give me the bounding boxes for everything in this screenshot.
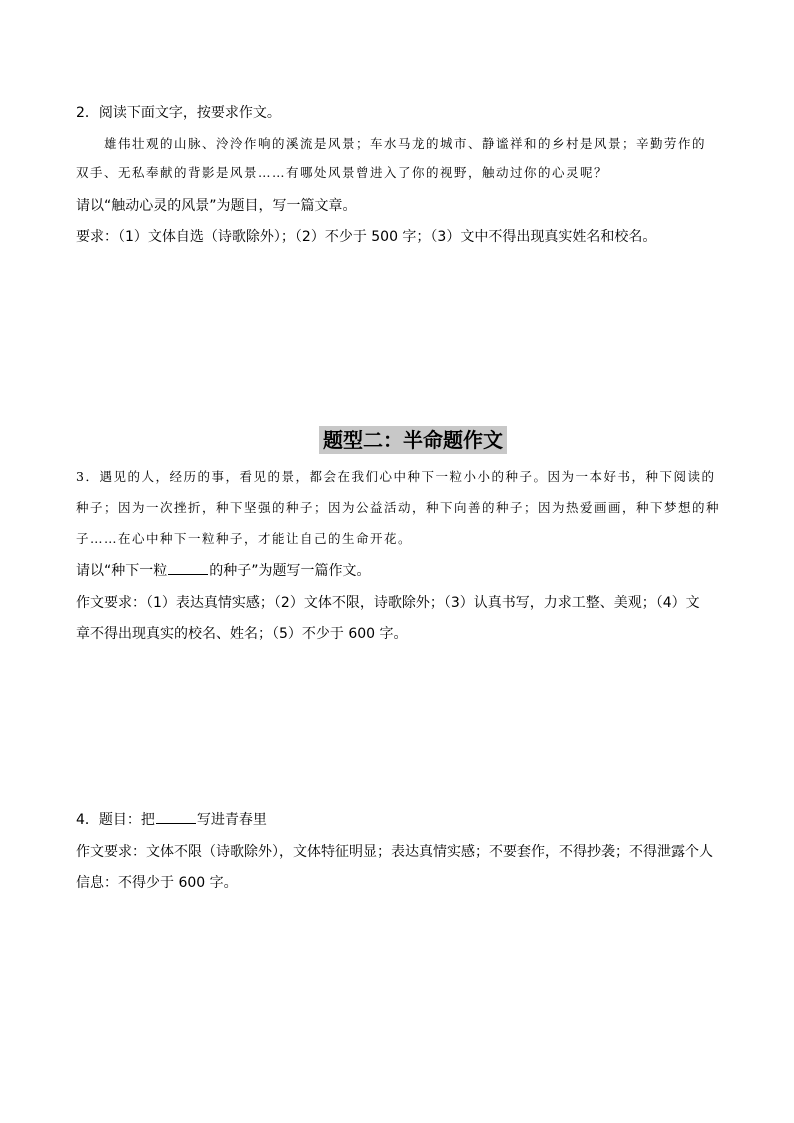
q3-prompt — [76, 562, 371, 580]
q3-passage-line-2: 种子；因为一次挫折，种下坚强的种子；因为公益活动，种下向善的种子；因为热爱画画，种下梦想的种 — [76, 500, 721, 515]
q4-requirements-line-1: 作文要求：文体不限（诗歌除外），文体特征明显；表达真情实感；不要套作，不得抄袭；不得泄露个人 — [76, 844, 713, 860]
q3-requirements-line-2: 章不得出现真实的校名、姓名；（5）不少于 600 字。 — [76, 626, 408, 642]
q2-requirements: 要求：（1）文体自选（诗歌除外）；（2）不少于 500 字；（3）文中不得出现真实姓名和校名。 — [76, 229, 657, 245]
q2-passage-line-2: 双手、无私奉献的背影是风景……有哪处风景曾进入了你的视野，触动过你的心灵呢？ — [76, 165, 609, 180]
q2-passage-line-1: 雄伟壮观的山脉、泠泠作响的溪流是风景；车水马龙的城市、静谧祥和的乡村是风景；辛勤劳作的 — [104, 136, 707, 151]
q3-requirements-line-1: 作文要求：（1）表达真情实感；（2）文体不限，诗歌除外；（3）认真书写，力求工整、美观；（4）文 — [76, 595, 700, 611]
q3-passage-line-1: 3．遇见的人，经历的事，看见的景，都会在我们心中种下一粒小小的种子。因为一本好书，种下阅读的 — [76, 469, 716, 484]
q3-prompt-before: 请以“种下一粒 — [76, 563, 168, 579]
fill-blank — [156, 811, 196, 824]
q4-title-after: 写进青春里 — [196, 812, 267, 828]
section-title: 题型二：半命题作文 — [319, 426, 507, 454]
q4-requirements-line-2: 信息：不得少于 600 字。 — [76, 875, 238, 891]
q2-prompt: 请以“触动心灵的风景”为题目，写一篇文章。 — [76, 198, 357, 214]
fill-blank — [168, 562, 208, 575]
q3-passage-line-3: 子……在心中种下一粒种子，才能让自己的生命开花。 — [76, 531, 413, 546]
q4-title-before: 4．题目：把 — [76, 812, 155, 828]
q3-prompt-after: 的种子”为题写一篇作文。 — [209, 563, 371, 579]
q2-heading: 2．阅读下面文字，按要求作文。 — [76, 105, 281, 121]
q4-title — [76, 811, 267, 829]
